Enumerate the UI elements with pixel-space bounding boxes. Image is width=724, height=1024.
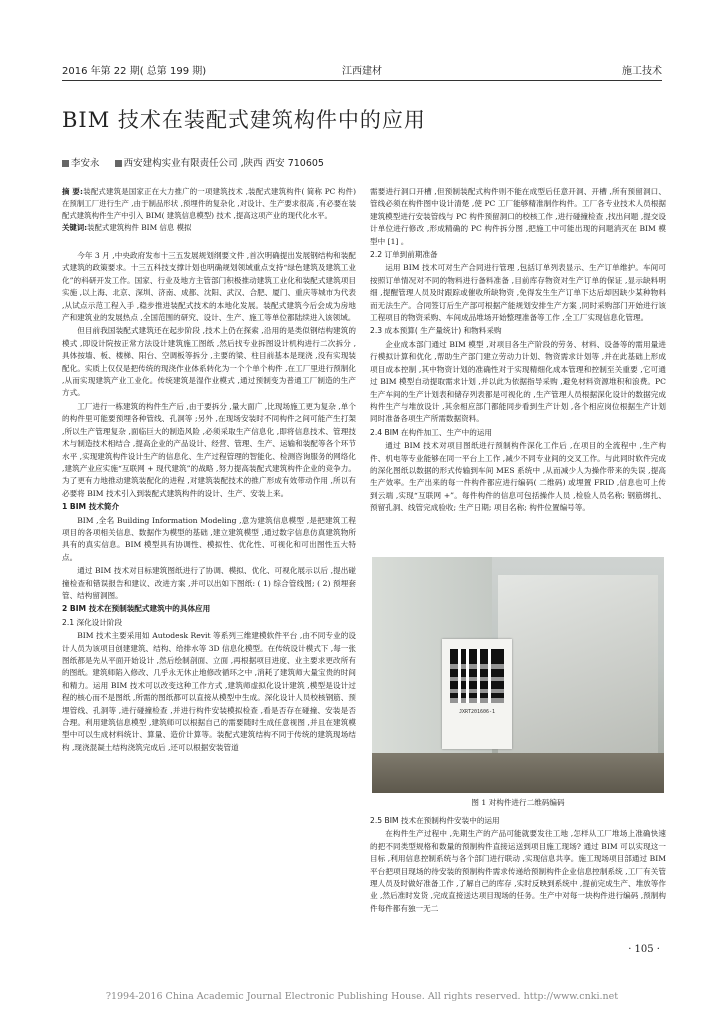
right-body-top <box>370 186 666 515</box>
paragraph: 但目前我国装配式建筑还在起步阶段 ,技术上仍在探索 ,沿用的是类似钢结构建筑的模式 ,即设计院按正常方法设计建筑施工图纸 ,然后找专业拆图设计机构进行二次拆分 ,具体按墙、板、楼梯、阳台、空调板等拆分 ,主要的梁、柱目前基本是现浇 ,没有实现装配化。实质上仅仅是把传统的现浇作业体系转化为一个个单个构件 ,在工厂里进行预制化 ,从而实现建筑产业工业化。传统建筑是湿作业模式 ,通过预制变为普通工厂制造的生产方式。 <box>62 326 356 398</box>
left-column <box>62 186 356 755</box>
copyright-footer: ?1994-2016 China Academic Journal Electronic Publishing House. All rights reserved. http://www.cnki.net <box>105 991 619 1002</box>
paragraph: 运用 BIM 技术可对生产合同进行管理 ,包括订单列表显示、生产订单维护。车间可按照订单情况对不同的物料进行备料准备 ,目前库存物资对生产订单的保证 ,显示缺料明细 ,提醒管理人员及时跟踪或催收所缺物资 ,免得发生生产订单下达后却因缺少某种物料而无法生产。合同签订后生产部可根据产能规划安排生产方案 ,同时采购部门开始进行该工程项目的物资采购、车间成品堆场开始整理准备等工作 ,全工厂实现信息化管理。 <box>370 263 666 323</box>
paragraph: 通过 BIM 技术对项目图纸进行预制构件深化工作后 ,在项目的全流程中 ,生产构件、机电等专业能够在同一平台上工作 ,减少不同专业间的交叉工作。与此同时软件完成的深化图纸以数据的形式传输到车间 MES 系统中 ,从而减少人为操作带来的失误 ,提高生产效率。生产出来的每一件构件都应进行编码( 二维码) 或埋置 FRID ,信息也可上传到云端 ,实现“互联网 +”。每件构件的信息可包括操作人员 ,检验人员名称; 钢筋绑扎、预留孔洞、线管完成验收; 生产日期; 项目名称; 构件位置编号等。 <box>370 441 666 513</box>
right-column-lower <box>370 814 666 916</box>
section-heading: 2.4 BIM 在构件加工、生产中的运用 <box>370 427 493 437</box>
left-body <box>62 250 356 754</box>
paragraph: 今年 3 月 ,中央政府发布十三五发展规划纲要文件 ,首次明确提出发展钢结构和装配式建筑的政策要求。十三五科技支撑计划也明确规划领域重点支持“绿色建筑及建筑工业化”的科研开发工作。国家、行业及地方主管部门积极推动建筑工业化和装配式建筑项目实施 ,以上海、北京、深圳、济南、成都、沈阳、武汉、合肥、厦门、重庆等城市为代表 ,从试点示范工程入手 ,稳步推进装配式技术的本地化发展。装配式建筑今后会成为房地产和建筑业的发展热点 ,全国范围的研究、设计、生产、施工等单位都陆续进入该领域。 <box>62 251 356 323</box>
keywords <box>62 222 356 234</box>
keywords-label: 关键词: <box>62 223 88 232</box>
square-bullet-icon <box>115 160 122 167</box>
figure-caption: 图 1 对构件进行二维码编码 <box>471 798 565 807</box>
section-heading: 1 BIM 技术简介 <box>62 502 120 512</box>
header-journal: 江西建材 <box>342 66 382 77</box>
running-header <box>62 62 662 78</box>
section-heading: 2.3 成本预算( 生产量统计) 和物料采购 <box>370 326 502 336</box>
paragraph: 通过 BIM 技术对目标建筑图纸进行了协调、模拟、优化、可视化展示以后 ,提出碰撞检查和错误报告和建议、改进方案 ,并可以出如下图纸: ( 1) 综合管线图; ( 2) 预埋套管、结构留洞图。 <box>62 566 356 600</box>
right-body-bottom <box>370 815 666 915</box>
abstract <box>62 186 356 222</box>
paragraph: BIM 技术主要采用如 Autodesk Revit 等系列三维建模软件平台 ,由不同专业的设计人员为该项目创建建筑、结构、给排水等 3D 信息化模型。在传统设计模式下 ,每一张图纸都是先从平面开始设计 ,然后绘制剖面、立面 ,再根据项目进度、业主要求更改所有的图纸。建筑师陷入修改、几乎永无休止地修改循环之中 ,消耗了建筑师大量宝贵的时间和精力。运用 BIM 技术可以改变这种工作方式 ,建筑师虚拟化设计建筑 ,模型是设计过程的核心而不是图纸 ,所需的图纸都可以直接从模型中生成。深化设计人员校核钢筋、预埋管线、孔洞等 ,进行碰撞检查 ,并进行构件安装模拟检查 ,看是否存在碰撞、安装是否合理。利用建筑信息模型 ,建筑师可以根据自己的需要随时生成任意视图 ,并且在建筑模型中可以生成材料统计、算量、造价计算等。装配式建筑结构不同于传统的建筑现场结构 ,现浇混凝土结构浇筑完成后 ,还可以根据安装管道 <box>62 631 356 752</box>
paragraph: 在构件生产过程中 ,先期生产的产品可能就要发往工地 ,怎样从工厂堆场上准确快速的把不同类型规格和数量的预制构件直接运送到项目施工现场? 通过 BIM 可以实现这一目标 ,利用信息控制系统与各个部门进行联动 ,实现信息共享。施工现场项目部通过 BIM 平台把项目现场的待安装的预制构件需求传递给预制构件企业信息控制系统 ,工厂有关管理人员及时做好准备工作 ,了解自己的库存 ,实时反映到系统中 ,提前完成生产、堆放等作业 ,然后准时发货 ,完成直接送达项目现场的任务。生产中对每一块构件进行编码 ,预制构件每件都有独一无二 <box>370 829 666 913</box>
header-rule <box>62 80 662 81</box>
right-column <box>370 186 666 516</box>
square-bullet-icon <box>62 160 69 167</box>
section-heading: 2.1 深化设计阶段 <box>62 617 123 627</box>
abstract-block <box>62 186 356 234</box>
section-heading: 2.2 订单到前期准备 <box>370 250 438 260</box>
section-heading: 2 BIM 技术在预制装配式建筑中的具体应用 <box>62 604 211 614</box>
abstract-label: 摘 要: <box>62 187 83 196</box>
abstract-text: 装配式建筑是国家正在大力推广的一项建筑技术 ,装配式建筑构件( 简称 PC 构件) 在预制工厂进行生产 ,由于制品形状 ,预埋件的复杂化 ,对设计、生产要求很高 ,有必要在装配式建筑构件生产中引入 BIM( 建筑信息模型) 技术 ,提高这项产业的现代化水平。 <box>62 187 356 220</box>
paragraph: 企业成本部门通过 BIM 模型 ,对项目各生产阶段的劳务、材料、设备等的需用量进行模拟计算和优化 ,帮助生产部门建立劳动力计划、物资需求计划等 ,并在此基础上形成项目成本控制 ,其中物资计划的准确性对于实现精细化成本管理和控制至关重要 ,它可通过 BIM 模型自动提取需求计划 ,并以此为依据指导采购 ,避免材料资源堆积和浪费。PC 生产车间的生产计划表和储存列表都是可视化的 ,生产管理人员根据深化设计的数据完成构件生产与堆放设计 ,其余相应部门都能同步看到生产计划 ,各个相应岗位根据生产计划同时准备各项生产所需数据资料。 <box>370 339 666 424</box>
precast-panel-right <box>498 575 658 755</box>
page-number: · 105 · <box>628 944 660 955</box>
author-name: 李安永 <box>71 158 100 169</box>
keywords-text: 装配式建筑构件 BIM 信息 模拟 <box>87 223 192 232</box>
figure-1-photo <box>372 557 664 793</box>
author-affiliation: 西安建构实业有限责任公司 ,陕西 西安 710605 <box>123 158 324 169</box>
paragraph: 工厂进行一栋建筑的构件生产后 ,由于要拆分 ,量大面广 ,比现场施工更为复杂 ,单个的构件里可能要预埋各种管线、孔洞等 ;另外 ,在现场安装时不同构件之间可能产生打架 ,所以生产管理复杂 ,面临巨大的制造风险 ,必须采取生产信息化 ,即将信息技术、管理技术与制造技术相结合 ,提高企业的产品设计、经营、管理、生产、运输和装配等各个环节水平 ,实现建筑构件设计生产的信息化、生产过程管理的智能化、检测咨询服务的网络化 ,建筑产业应实施“互联网 + 现代建筑”的战略 ,努力提高装配式建筑构件企业的竞争力。为了更有力地推动建筑装配化的进程 ,对建筑装配技术的推广形成有效带动作用 ,所以有必要将 BIM 技术引入到装配式建筑构件的设计、生产、安装上来。 <box>62 401 356 498</box>
article-title: BIM 技术在装配式建筑构件中的应用 <box>62 108 426 132</box>
header-issue: 2016 年第 22 期( 总第 199 期) <box>62 66 207 77</box>
ground <box>372 753 664 793</box>
section-heading: 2.5 BIM 技术在预制构件安装中的运用 <box>370 816 500 825</box>
qr-code-label <box>442 639 512 749</box>
qr-code-text: JXRT201606-1 <box>458 709 496 715</box>
header-section: 施工技术 <box>622 66 662 77</box>
qr-code-icon <box>450 649 504 703</box>
paragraph: BIM ,全名 Building Information Modeling ,意为建筑信息模型 ,是把建筑工程项目的各项相关信息、数据作为模型的基础 ,建立建筑模型 ,通过数字信息仿真建筑物所具有的真实信息。BIM 模型具有协调性、模拟性、优化性、可视化和可出图性五大特点。 <box>62 515 356 562</box>
paragraph: 需要进行洞口开槽 ,但预制装配式构件则不能在成型后任意开洞、开槽 ,所有预留洞口、管线必须在构件图中设计清楚 ,使 PC 工厂能够精准制作构件。工厂各专业技术人员根据建筑模型进行安装管线与 PC 构件预留洞口的校核工作 ,进行碰撞检查 ,找出问题 ,提交设计单位进行修改 ,形成精确的 PC 构件拆分图 ,把施工中可能出现的问题消灭在 BIM 模型中 [1] 。 <box>370 187 667 246</box>
author-line <box>62 155 324 169</box>
